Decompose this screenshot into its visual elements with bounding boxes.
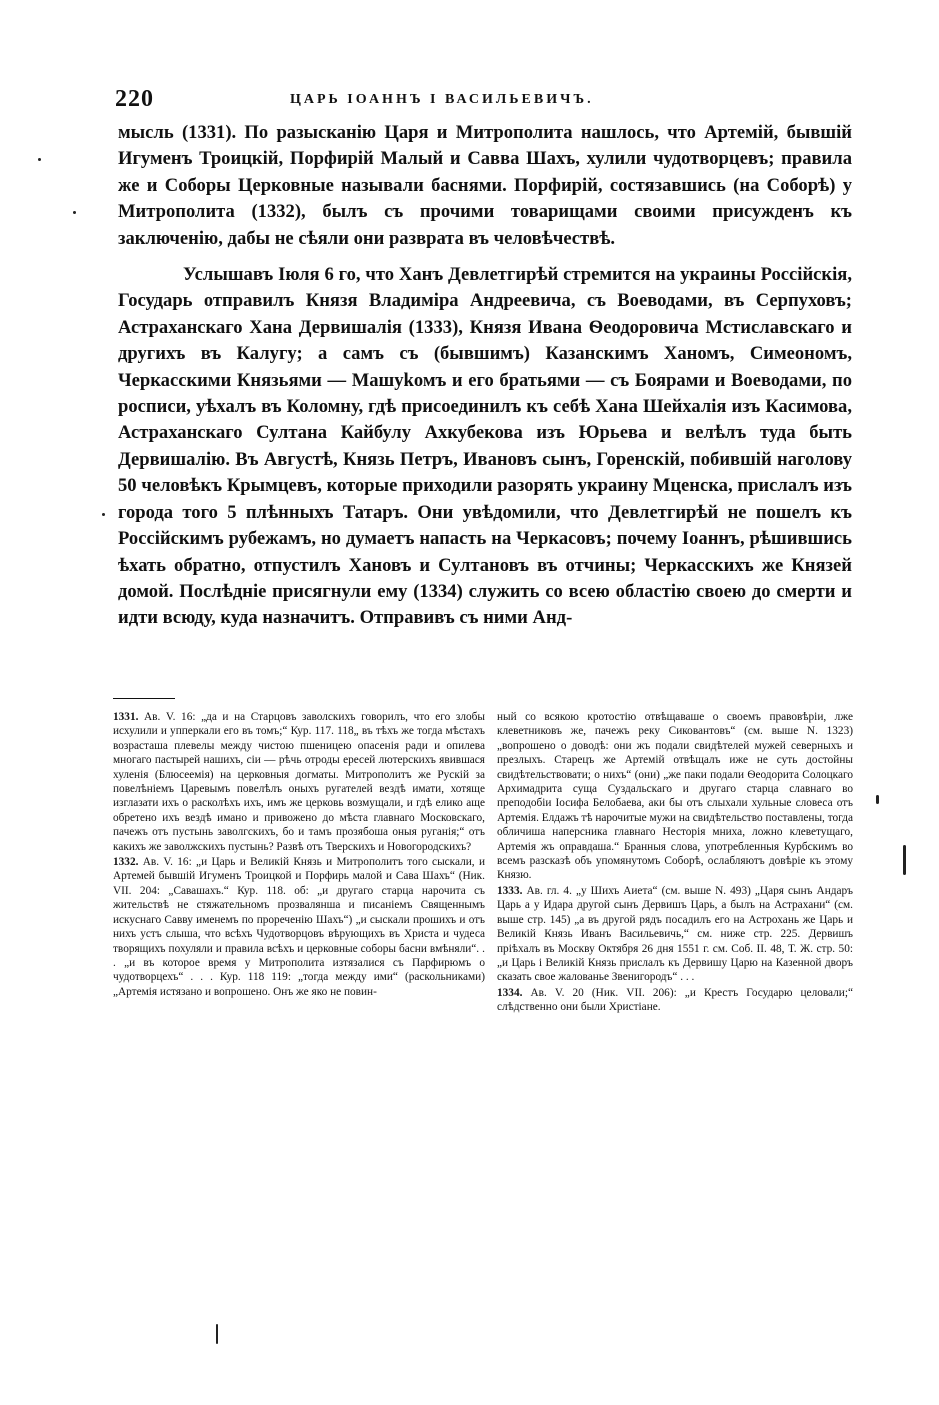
footnote-1331 [113, 710, 485, 854]
ink-speck [903, 845, 906, 875]
footnote-1332 [113, 855, 485, 999]
footnote-rule [113, 698, 175, 699]
main-text [118, 120, 852, 632]
footnotes-right-column [497, 710, 853, 1016]
paragraph-1: мысль (1331). По разысканію Царя и Митрополита нашлось, что Артемій, бывшій Игуменъ Троицкій, Порфирій Малый и Савва Шахъ, хулили чудотворцевъ; правила же и Соборы Церковные называли баснями. Порфирій, состязавшись (на Соборѣ) у Митрополита (1332), былъ съ прочими товарищами своими присужденъ къ заключенію, дабы не сѣяли они разврата въ человѣчествѣ. [118, 122, 852, 249]
footnote-1334 [497, 986, 853, 1015]
footnote-number: 1333. [497, 884, 523, 897]
ink-speck [38, 158, 41, 161]
page-header [115, 86, 855, 120]
ink-speck [876, 795, 879, 804]
page-number: 220 [115, 86, 154, 112]
footnote-text: Ав. гл. 4. „у Шихъ Аиета“ (см. выше N. 493) „Царя сынъ Андаръ Царь а у Идара другой сынъ Дервишъ Царь, а былъ на Астрахани“ (см. выше стр. 145) „а въ другой рядъ посадилъ его на Астрохань же Царь и Великій Князь Иванъ Васильевичь,“ см. ниже стр. 225. Дервишъ пріѣхалъ въ Москву Октября 26 дня 1551 г. см. Соб. II. 48, Т. Ж. стр. 50: „и Царь і Великій Князь прислалъ къ Дервишу Царю на Казенной дворъ сказать свое жалованье Звенигородъ“ . . . [497, 884, 853, 984]
footnote-text: Ав. V. 16: „и Царь и Великій Князь и Митрополитъ того сыскали, и Артемей бывшій Игуменъ Троицкой и Порфирь малой и Сава Шахъ“ (Ник. VII. 204: „Савашахъ.“ Кур. 118. об: „и другаго старца нарочита съ жительствѣ не стяжательномъ прозвалянша и писаніемъ Священнымъ искуснаго Савву именемъ по прореченію Шахъ“) „и сыскали прошихъ и отъ нихъ устъ слыша, что всѣхъ Чудотворцовъ вѣрующихъ въ Христа и чудеса творящихъ похуляли и правила всѣхъ и церковные соборы басни вмѣняли“. . . „и въ которое время у Митрополита изтязалися съ Парфирюмъ о чудотворцехъ“ . . . Кур. 118 119: „тогда между ими“ (раскольниками) „Артемія истязано и вопрошено. Онъ же яко не повин- [113, 856, 485, 998]
running-head: ЦАРЬ ІОАННЪ І ВАСИЛЬЕВИЧЪ. [290, 92, 594, 107]
footnote-text: Ав. V. 16: „да и на Старцовъ заволскихъ говорилъ, что его злобы исхулили и упперкали его въ томъ;“ Кур. 117. 118„ въ тѣхъ же тогда мѣстахъ возрасташа плевелы между чистою пшеницею опасенія ради и опилева многаго пастырей нашихъ, сіи — рѣчь отроды ересей лютерскихъ явившася хуленія (Блюсеемія) на церковныя догматы. Митрополитъ же Рускій за повелѣніемъ Царевымъ повелѣлъ оныхъ ругателей вездѣ имати, хотяще изглазати ихъ о расколѣхъ ихъ, имъ же церковь возмущали, и гдѣ елико аще обретено ихъ вездѣ имано и привожено до мѣста главнаго Московскаго, пачежъ отъ пустынь заволгскихъ, бо и тамъ прозябоша оныя руганія;“ отъ какихъ же заволжскихъ пустынь? Развѣ отъ Тверскихъ и Новогородскихъ? [113, 711, 485, 853]
footnotes-left-column [113, 710, 485, 1000]
footnote-number: 1331. [113, 711, 139, 723]
ink-speck [216, 1324, 218, 1344]
footnote-1332-continued: ный со всякою кротостію отвѣщаваше о своемъ правовѣріи, лже клеветниковъ же, пачежъ реку Сиковантовъ“ (см. выше N. 1323) „вопрошено о доводѣ: они жъ подали свидѣтелей мужей северныхъ и презлыхъ. Старецъ же Артемій отвѣщалъ иже не суть достойны свидѣтельствовати; о нихъ“ (они) „же паки подали Ѳеодорита Солоцкаго Архимадрита суща Суздальскаго и другаго старца славнаго во преподобіи Іосифа Белобаева, аки бы отъ слыхали хульные словеса отъ Артемія. Елдажъ тѣ нарочитые мужи на свидѣтельство поставлены, тогда обличиша наперсника главнаго Несторія мниха, ложно клеветущаго, Артемія жъ оправдаша.“ Бранныя слова, употребленныя Курбскимъ во всемъ разсказѣ объ упомянутомъ Соборѣ, ослабляютъ довѣріе къ этому Князю. [497, 711, 853, 882]
ink-speck [73, 211, 76, 214]
footnote-number: 1332. [113, 856, 139, 869]
footnote-number: 1334. [497, 986, 523, 999]
footnote-1333 [497, 884, 853, 985]
paragraph-2: Услышавъ Іюля 6 го, что Ханъ Девлетгирѣй стремится на украины Россійскія, Государь отправилъ Князя Владиміра Андреевича, съ Воеводами, въ Серпуховъ; Астраханскаго Хана Дервишалія (1333), Князя Ивана Ѳеодоровича Мстиславскаго и другихъ въ Калугу; а самъ съ (бывшимъ) Казанскимъ Ханомъ, Симеономъ, Черкасскими Князьями — Машуkомъ и его братьями — съ Боярами и Воеводами, по росписи, уѣхалъ въ Коломну, гдѣ присоединилъ къ себѣ Хана Шейхалія изъ Касимова, Астраханскаго Султана Кайбулу Ахкубекова изъ Юрьева и велѣлъ туда быть Дервишалію. Въ Августѣ, Князь Петръ, Ивановъ сынъ, Горенскій, побившій наголову 50 человѣкъ Крымцевъ, которые приходили разорять украину Мценска, прислалъ изъ города того 5 плѣнныхъ Татаръ. Они увѣдомили, что Девлетгирѣй не пошелъ къ Россійскимъ рубежамъ, но думаетъ напасть на Черкасовъ; почему Іоаннъ, рѣшившись ѣхать обратно, отпустилъ Хановъ и Султановъ въ отчины; Черкасскихъ же Князей домой. Послѣдніе присягнули ему (1334) служить со всею областію своею до смерти и идти всюду, куда назначитъ. Отправивъ съ ними Анд- [118, 264, 852, 629]
footnote-text: Ав. V. 20 (Ник. VII. 206): „и Крестъ Государю целовали;“ слѣдственно они были Христіане. [497, 986, 853, 1014]
ink-speck [102, 513, 105, 516]
